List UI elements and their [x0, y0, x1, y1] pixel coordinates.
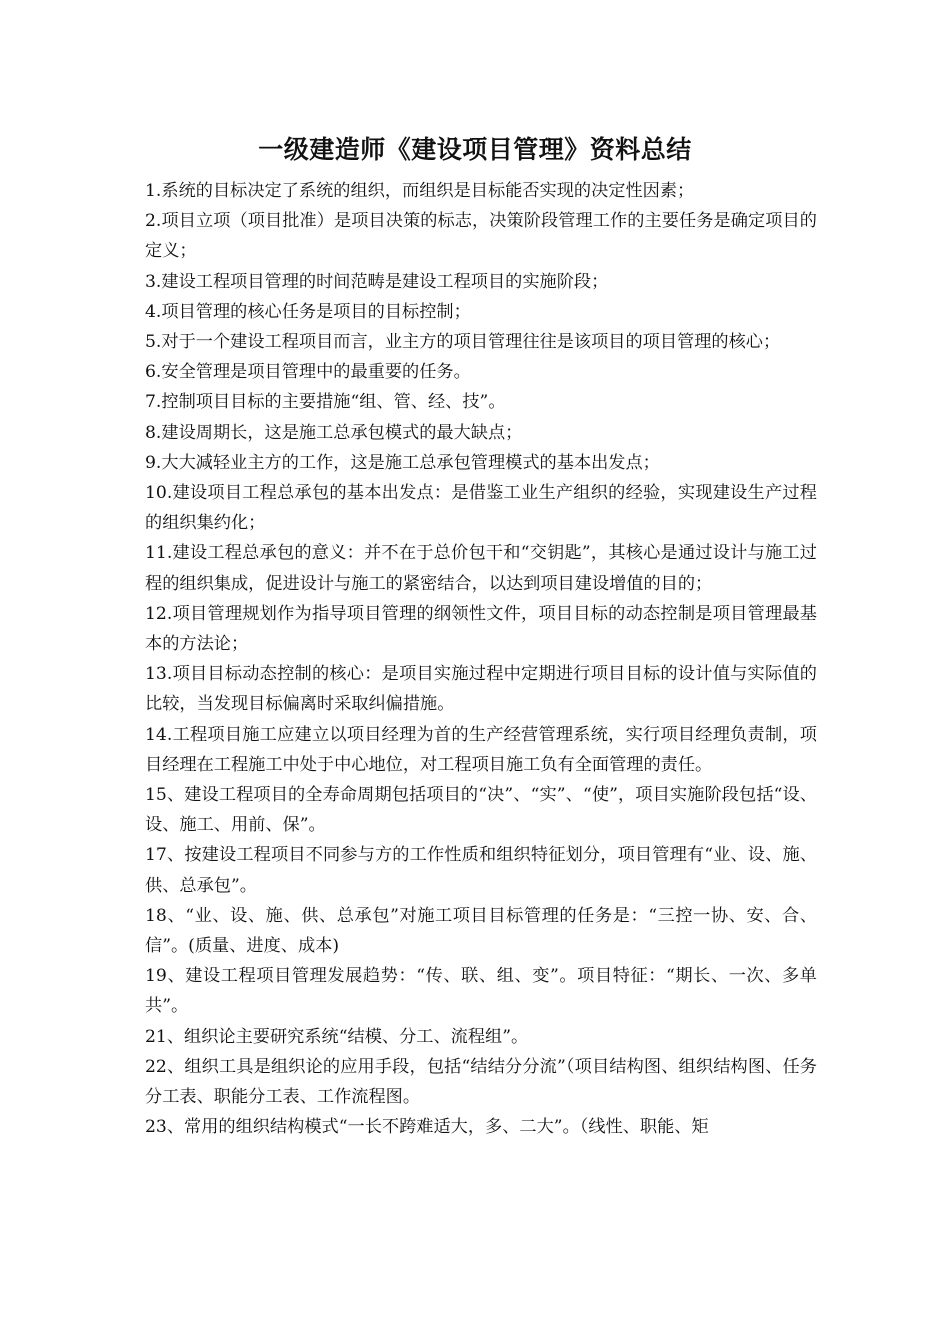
paragraph-6: 6.安全管理是项目管理中的最重要的任务。 [145, 362, 471, 383]
paragraph-15: 15、建设工程项目的全寿命周期包括项目的“决”、“实”、“使”，项目实施阶段包括“设、设、施工、用前、保”。 [145, 785, 817, 836]
paragraph-12: 12.项目管理规划作为指导项目管理的纲领性文件，项目目标的动态控制是项目管理最基本的方法论； [145, 603, 817, 655]
paragraph-22: 22、组织工具是组织论的应用手段，包括“结结分分流”（项目结构图、组织结构图、任务分工表、职能分工表、工作流程图。 [145, 1056, 817, 1108]
paragraph-9: 9.大大减轻业主方的工作，这是施工总承包管理模式的基本出发点； [145, 452, 660, 473]
paragraph-13: 13.项目目标动态控制的核心：是项目实施过程中定期进行项目目标的设计值与实际值的比较，当发现目标偏离时采取纠偏措施。 [145, 664, 817, 715]
paragraph-4: 4.项目管理的核心任务是项目的目标控制； [145, 301, 471, 322]
paragraph-1: 1.系统的目标决定了系统的组织，而组织是目标能否实现的决定性因素； [145, 181, 695, 201]
paragraph-11: 11.建设工程总承包的意义：并不在于总价包干和“交钥匙”，其核心是通过设计与施工过程的组织集成，促进设计与施工的紧密结合，以达到项目建设增值的目的； [145, 543, 817, 594]
paragraph-21: 21、组织论主要研究系统“结模、分工、流程组”。 [145, 1026, 529, 1047]
paragraph-2: 2.项目立项（项目批准）是项目决策的标志，决策阶段管理工作的主要任务是确定项目的定义； [145, 211, 817, 262]
document-title: 一级建造师《建设项目管理》资料总结 [258, 135, 692, 164]
paragraph-19: 19、建设工程项目管理发展趋势：“传、联、组、变”。项目特征：“期长、一次、多单共”。 [145, 966, 817, 1017]
paragraph-14: 14.工程项目施工应建立以项目经理为首的生产经营管理系统，实行项目经理负责制，项目经理在工程施工中处于中心地位，对工程项目施工负有全面管理的责任。 [145, 724, 817, 775]
paragraph-10: 10.建设项目工程总承包的基本出发点：是借鉴工业生产组织的经验，实现建设生产过程的组织集约化； [145, 483, 817, 534]
paragraph-8: 8.建设周期长，这是施工总承包模式的最大缺点； [145, 422, 523, 443]
paragraph-7: 7.控制项目目标的主要措施“组、管、经、技”。 [145, 392, 506, 413]
paragraph-5: 5.对于一个建设工程项目而言，业主方的项目管理往往是该项目的项目管理的核心； [145, 332, 781, 353]
paragraph-3: 3.建设工程项目管理的时间范畴是建设工程项目的实施阶段； [145, 271, 609, 292]
document-body [145, 176, 817, 1143]
paragraph-23: 23、常用的组织结构模式“一长不跨难适大，多、二大”。（线性、职能、矩 [145, 1117, 709, 1138]
paragraph-17: 17、按建设工程项目不同参与方的工作性质和组织特征划分，项目管理有“业、设、施、供、总承包”。 [145, 845, 817, 896]
paragraph-18: 18、“业、设、施、供、总承包”对施工项目目标管理的任务是：“三控一协、安、合、信”。(质量、进度、成本) [145, 905, 817, 957]
